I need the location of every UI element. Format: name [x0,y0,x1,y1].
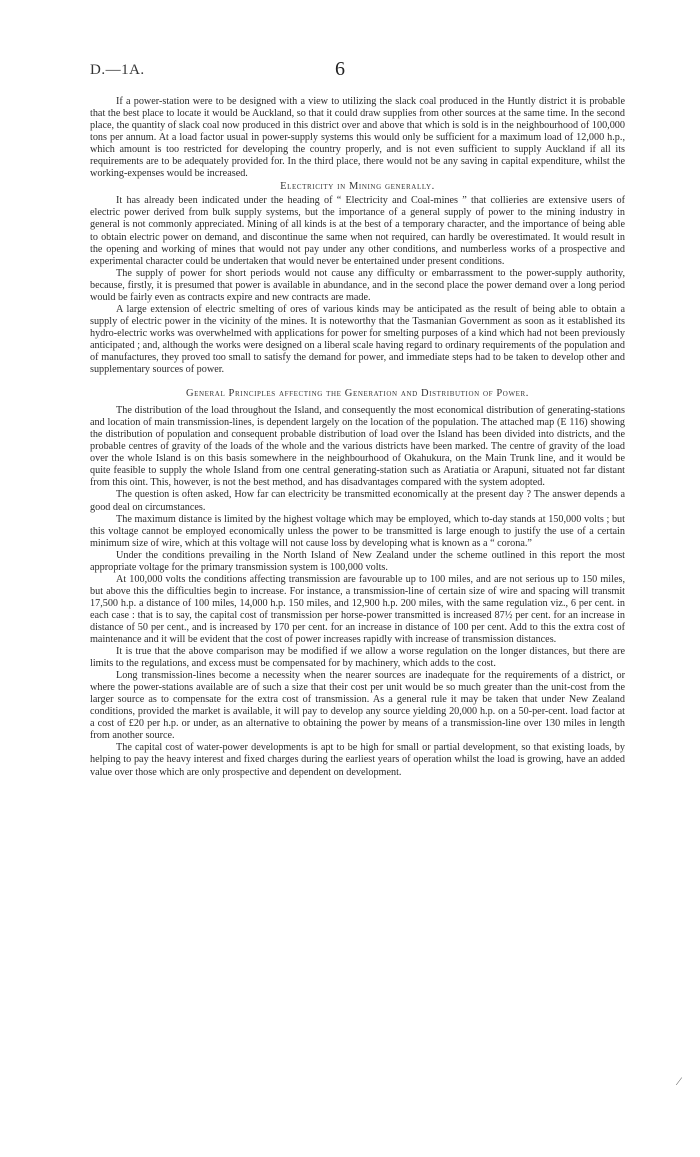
paragraph: It is true that the above comparison may be modified if we allow a worse regulation on the longer distances, but there are limits to the regulations, and excess must be compensated for by machinery, which adds to the cost. [90,646,625,670]
paragraph: It has already been indicated under the heading of “ Electricity and Coal-mines ” that collieries are extensive users of electric power derived from bulk supply systems, but the importance of a general supply of power to the mining industry in general is not commonly appreciated. Mining of all kinds is at the best of a temporary character, and the importance of being able to obtain electric power on demand, and discontinue the same when not required, can hardly be overestimated. It would result in the opening and working of mines that would not pay under any other conditions, and numberless works of a prospective and experimental character could be undertaken that would never be entertained under present conditions. [90,195,625,267]
body-text [90,96,625,779]
paragraph: The capital cost of water-power developments is apt to be high for small or partial development, so that existing loads, by helping to pay the heavy interest and fixed charges during the earliest years of operation whilst the load is growing, have an added value over those which are only prospective and dependent on development. [90,742,625,778]
paragraph: Under the conditions prevailing in the North Island of New Zealand under the scheme outlined in this report the most appropriate voltage for the primary transmission system is 100,000 volts. [90,549,625,573]
paragraph: The supply of power for short periods would not cause any difficulty or embarrassment to the power-supply authority, because, firstly, it is presumed that power is available in abundance, and in the second place the power demand over a long period would be fairly even as contracts expire and new contracts are made. [90,267,625,303]
paragraph: If a power-station were to be designed with a view to utilizing the slack coal produced in the Huntly district it is probable that the best place to locate it would be Auckland, so that it could draw supplies from other sources at the same time. In the second place, the quantity of slack coal now produced in this district over and above that which is sold is in the neighbourhood of 100,000 tons per annum. At a load factor usual in power-supply systems this would only be sufficient for a maximum load of 12,000 h.p., which amount is too restricted for developing the country properly, and is not even sufficient to supply Auckland if all its requirements are to be adequately provided for. In the third place, there would not be any saving in capital expenditure, whilst the working-expenses would be increased. [90,96,625,180]
paragraph: A large extension of electric smelting of ores of various kinds may be anticipated as the result of being able to obtain a supply of electric power in the vicinity of the mines. It is noteworthy that the Tasmanian Government as soon as it established its hydro-electric works was overwhelmed with applications for power for smelting purposes of a kind which had not been previously anticipated ; and, although the works were designed on a liberal scale having regard to ordinary requirements of the population and of manufactures, they proved too small to satisfy the demand for power, and immediate steps had to be taken to develop other and supplementary sources of power. [90,303,625,376]
paragraph: The maximum distance is limited by the highest voltage which may be employed, which to-day stands at 150,000 volts ; but this voltage cannot be employed economically unless the power to be transmitted is large enough to justify the use of a certain minimum size of wire, which at this voltage will not cause loss by developing what is known as a “ corona.” [90,513,625,549]
page-header [90,58,630,86]
paragraph: The distribution of the load throughout the Island, and consequently the most economical distribution of generating-stations and location of main transmission-lines, is dependent largely on the location of the population. The attached map (E 116) showing the distribution of population and consequent probable distribution of load over the Island has been divided into districts, and the probable centres of gravity of the loads of the whole and the various districts have been marked. The centre of gravity of the load over the whole Island is on this basis somewhere in the neighbourhood of Okahukura, on the Main Trunk line, and it would be quite feasible to supply the whole Island from one central generating-station such as Aratiatia or Arapuni, situated not far distant from this oint. This, however, is not the best method, and has disadvantages compared with the system adopted. [90,405,625,489]
page-number: 6 [335,58,345,80]
paragraph: At 100,000 volts the conditions affecting transmission are favourable up to 100 miles, and are not serious up to 150 miles, but above this the difficulties begin to increase. For instance, a transmission-line of certain size of wire and spacing will transmit 17,500 h.p. a distance of 100 miles, 14,000 h.p. 150 miles, and 12,900 h.p. 200 miles, with the same regulation viz., 6 per cent. in each case : that is to say, the capital cost of transmission per horse-power transmitted is increased 87½ per cent. for an increase in distance of 50 per cent., and is increased by 170 per cent. for an increase in distance of 100 per cent. Add to this the extra cost of maintenance and it will be evident that the cost of power increases rapidly with increase of transmission distances. [90,573,625,646]
paragraph: Long transmission-lines become a necessity when the nearer sources are inadequate for the requirements of a district, or where the power-stations available are of such a size that their cost per unit would be so much greater than the unit-cost from the larger source as to compensate for the extra cost of transmission. As a general rule it may be taken that under New Zealand conditions, provided the market is available, it will pay to develop any source yielding 20,000 h.p. on a 50-per-cent. load factor at a cost of £20 per h.p. or under, as an alternative to obtaining the power by means of a transmission-line over 130 miles in length from another source. [90,670,625,742]
section-heading-electricity-in-mining: Electricity in Mining generally. [280,181,435,193]
document-reference: D.—1A. [90,62,145,78]
paragraph: The question is often asked, How far can electricity be transmitted economically at the present day ? The answer depends a good deal on circumstances. [90,489,625,513]
margin-ink-mark: ⁄ [678,1074,681,1088]
section-heading-general-principles: General Principles affecting the Generation and Distribution of Power. [185,388,530,400]
